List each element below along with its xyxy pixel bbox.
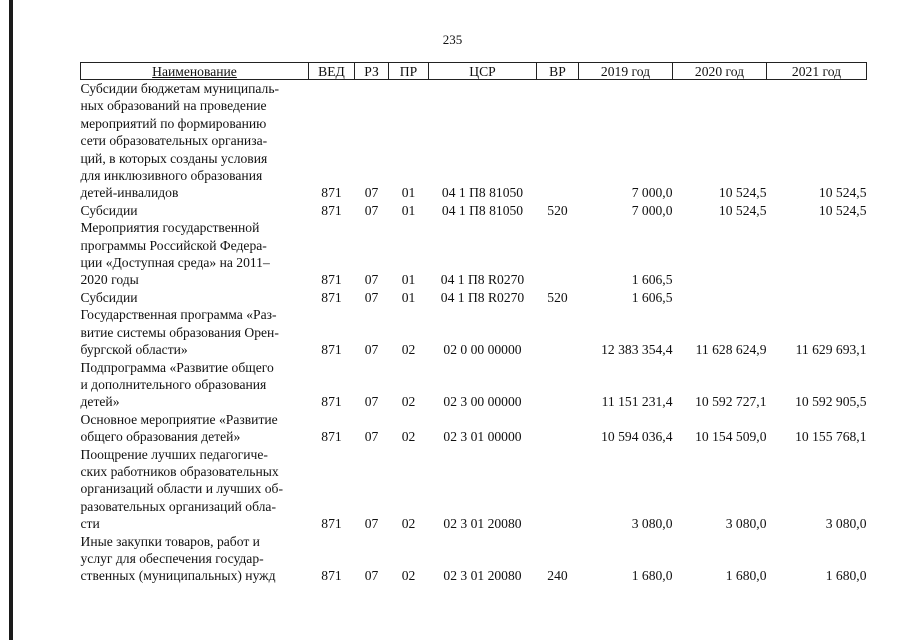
cell-name <box>81 533 309 585</box>
cell-vr <box>537 446 579 533</box>
header-name: Наименование <box>81 63 309 80</box>
name-line: организаций области и лучших об- <box>80 481 283 497</box>
table-row <box>81 533 867 585</box>
name-line: Субсидии бюджетам муниципаль- <box>80 81 280 96</box>
cell-2019: 7 000,0 <box>631 185 673 201</box>
name-line: сети образовательных организа- <box>80 133 268 149</box>
cell-2021: 10 592 905,5 <box>795 394 867 410</box>
header-2020: 2020 год <box>673 63 767 80</box>
cell-2020: 10 524,5 <box>718 202 767 218</box>
name-line: услуг для обеспечения государ- <box>80 550 264 566</box>
table-row <box>81 359 867 411</box>
cell-csr: 04 1 П8 81050 <box>441 202 524 218</box>
cell-csr: 02 0 00 00000 <box>443 342 522 358</box>
cell-rz: 07 <box>364 202 379 218</box>
name-line: 2020 годы <box>80 272 139 288</box>
header-2021: 2021 год <box>767 63 867 80</box>
cell-rz: 07 <box>364 394 379 410</box>
cell-2020: 10 592 727,1 <box>695 394 767 410</box>
cell-csr: 02 3 01 20080 <box>443 516 522 532</box>
cell-vr: 520 <box>547 289 568 305</box>
cell-name <box>81 306 309 358</box>
cell-ved: 871 <box>321 394 342 410</box>
cell-csr: 02 3 01 00000 <box>443 429 522 445</box>
cell-2019: 1 606,5 <box>631 272 673 288</box>
cell-vr: 520 <box>547 202 568 218</box>
name-line: сти <box>80 516 100 532</box>
cell-2020: 11 628 624,9 <box>695 342 767 358</box>
table-row <box>81 80 867 202</box>
cell-rz: 07 <box>364 185 379 201</box>
cell-ved: 871 <box>321 202 342 218</box>
cell-name <box>81 289 309 306</box>
cell-2021: 10 524,5 <box>818 202 867 218</box>
cell-2019: 10 594 036,4 <box>601 429 673 445</box>
cell-ved: 871 <box>321 289 342 305</box>
header-csr: ЦСР <box>429 63 537 80</box>
cell-rz: 07 <box>364 289 379 305</box>
cell-pr: 02 <box>401 342 416 358</box>
table-header <box>81 63 867 80</box>
cell-ved: 871 <box>321 272 342 288</box>
cell-pr: 01 <box>401 202 416 218</box>
header-vr: ВР <box>537 63 579 80</box>
cell-csr: 02 3 00 00000 <box>443 394 522 410</box>
cell-2021 <box>767 289 867 306</box>
name-line: ских работников образовательных <box>80 463 279 479</box>
cell-csr: 04 1 П8 R0270 <box>440 272 525 288</box>
cell-2020: 1 680,0 <box>725 568 767 584</box>
cell-2020 <box>673 219 767 289</box>
name-line: витие системы образования Орен- <box>80 324 279 340</box>
name-line: и дополнительного образования <box>80 376 267 392</box>
cell-2019: 1 606,5 <box>631 289 673 305</box>
cell-2020: 10 154 509,0 <box>695 429 767 445</box>
name-line: детей» <box>80 394 120 410</box>
cell-name <box>81 446 309 533</box>
cell-vr: 240 <box>547 568 568 584</box>
name-line: для инклюзивного образования <box>80 168 263 184</box>
cell-2021: 11 629 693,1 <box>795 342 867 358</box>
cell-vr <box>537 411 579 446</box>
cell-2019: 1 680,0 <box>631 568 673 584</box>
cell-2019: 3 080,0 <box>631 516 673 532</box>
cell-2021: 10 524,5 <box>818 185 867 201</box>
cell-2020: 3 080,0 <box>725 516 767 532</box>
cell-ved: 871 <box>321 568 342 584</box>
name-line: разовательных организаций обла- <box>80 498 276 514</box>
name-line: Иные закупки товаров, работ и <box>80 533 260 549</box>
header-rz: РЗ <box>355 63 389 80</box>
table-body <box>81 80 867 585</box>
cell-2019: 12 383 354,4 <box>601 342 673 358</box>
cell-rz: 07 <box>364 429 379 445</box>
cell-ved: 871 <box>321 516 342 532</box>
name-line: Субсидии <box>80 202 138 218</box>
cell-pr: 01 <box>401 185 416 201</box>
header-row <box>81 63 867 80</box>
cell-rz: 07 <box>364 516 379 532</box>
name-line: Основное мероприятие «Развитие <box>80 411 278 427</box>
cell-pr: 02 <box>401 429 416 445</box>
cell-csr: 04 1 П8 R0270 <box>440 289 525 305</box>
cell-2019: 11 151 231,4 <box>601 394 673 410</box>
cell-rz: 07 <box>364 272 379 288</box>
cell-pr: 02 <box>401 568 416 584</box>
name-line: ственных (муниципальных) нужд <box>80 568 276 584</box>
cell-csr: 04 1 П8 81050 <box>441 185 524 201</box>
cell-ved: 871 <box>321 185 342 201</box>
cell-vr <box>537 359 579 411</box>
cell-2021: 10 155 768,1 <box>795 429 867 445</box>
name-line: мероприятий по формированию <box>80 115 267 131</box>
name-line: программы Российской Федера- <box>80 237 267 253</box>
name-line: ных образований на проведение <box>80 98 267 114</box>
page-number: 235 <box>442 32 463 47</box>
cell-2021: 3 080,0 <box>825 516 867 532</box>
name-line: ции «Доступная среда» на 2011– <box>80 255 270 271</box>
name-line: Государственная программа «Раз- <box>80 307 277 323</box>
cell-name <box>81 80 309 202</box>
cell-csr: 02 3 01 20080 <box>443 568 522 584</box>
table-row <box>81 202 867 219</box>
name-line: Поощрение лучших педагогиче- <box>80 446 268 462</box>
name-line: общего образования детей» <box>80 429 241 445</box>
cell-2021: 1 680,0 <box>825 568 867 584</box>
name-line: детей-инвалидов <box>80 185 179 201</box>
name-line: бургской области» <box>80 342 188 358</box>
cell-pr: 01 <box>401 289 416 305</box>
cell-ved: 871 <box>321 429 342 445</box>
cell-2020 <box>673 289 767 306</box>
cell-name <box>81 202 309 219</box>
name-line: Субсидии <box>80 289 138 305</box>
header-pr: ПР <box>389 63 429 80</box>
page-edge-bar <box>9 0 13 640</box>
cell-2019: 7 000,0 <box>631 202 673 218</box>
name-line: Подпрограмма «Развитие общего <box>80 359 274 375</box>
cell-2021 <box>767 219 867 289</box>
cell-pr: 01 <box>401 272 416 288</box>
cell-rz: 07 <box>364 342 379 358</box>
table-row <box>81 446 867 533</box>
cell-name <box>81 359 309 411</box>
cell-ved: 871 <box>321 342 342 358</box>
table-row <box>81 219 867 289</box>
cell-vr <box>537 219 579 289</box>
name-line: ций, в которых созданы условия <box>80 150 268 166</box>
cell-rz: 07 <box>364 568 379 584</box>
table-row <box>81 289 867 306</box>
cell-name <box>81 219 309 289</box>
header-2019: 2019 год <box>579 63 673 80</box>
header-ved: ВЕД <box>309 63 355 80</box>
table-row <box>81 411 867 446</box>
budget-table <box>80 62 867 585</box>
cell-name <box>81 411 309 446</box>
cell-vr <box>537 306 579 358</box>
cell-pr: 02 <box>401 394 416 410</box>
name-line: Мероприятия государственной <box>80 220 260 236</box>
table-row <box>81 306 867 358</box>
cell-pr: 02 <box>401 516 416 532</box>
cell-2020: 10 524,5 <box>718 185 767 201</box>
cell-vr <box>537 80 579 202</box>
